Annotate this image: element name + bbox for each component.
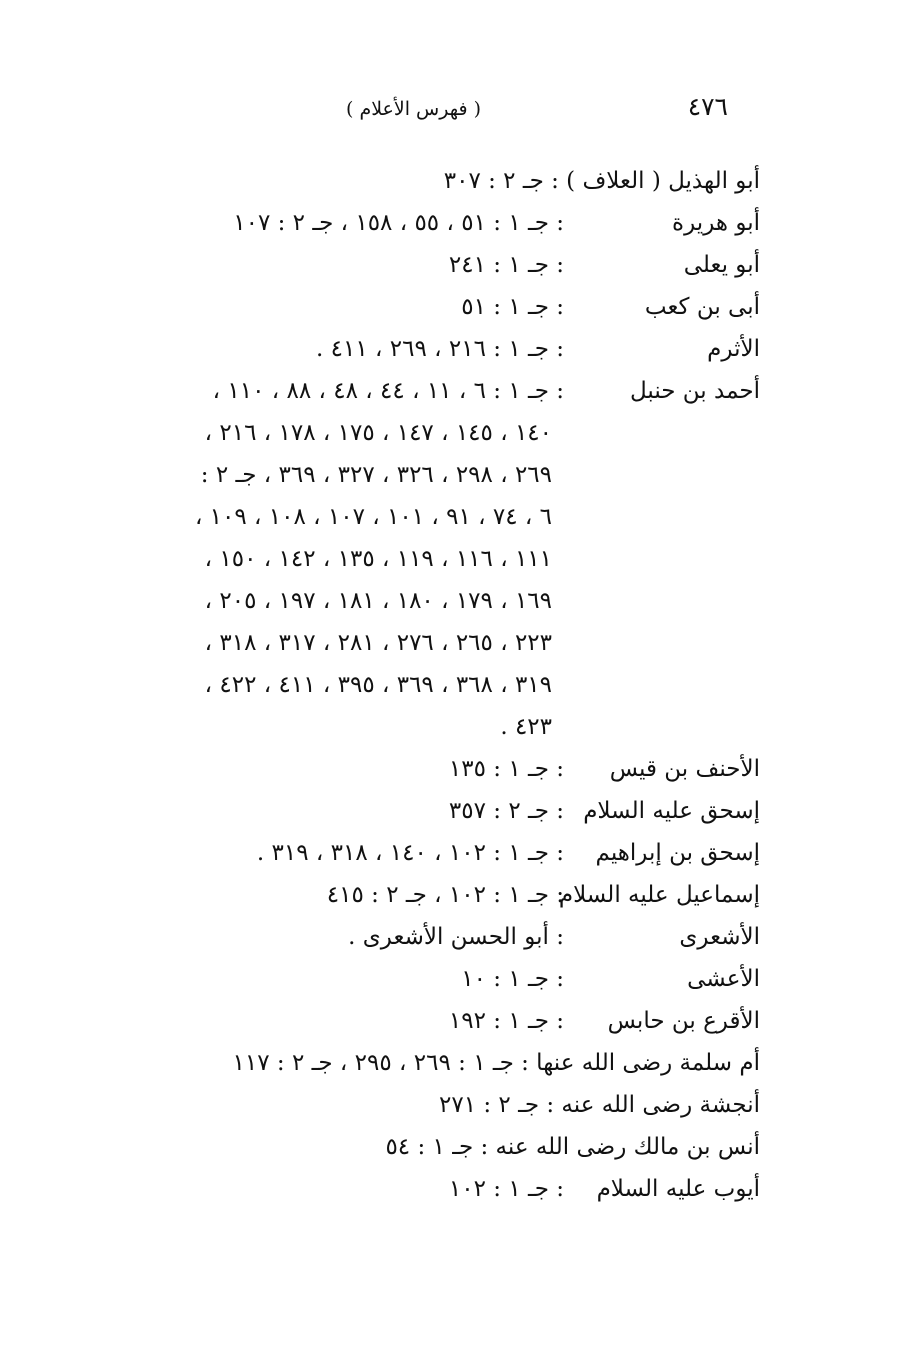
entry-inline: أم سلمة رضى الله عنها : جـ ١ : ٢٦٩ ، ٢٩٥ ، جـ ٢ : ١١٧ bbox=[232, 1050, 760, 1076]
entry-references: : جـ ١ : ٥١ ، ٥٥ ، ١٥٨ ، جـ ٢ : ١٠٧ bbox=[233, 210, 564, 236]
index-entries bbox=[60, 160, 760, 1210]
index-entry bbox=[60, 202, 760, 244]
entry-inline: أنجشة رضى الله عنه : جـ ٢ : ٢٧١ bbox=[438, 1092, 760, 1118]
entry-references: : جـ ١ : ١٠ bbox=[461, 966, 564, 992]
entry-references-continued: ٢٢٣ ، ٢٦٥ ، ٢٧٦ ، ٢٨١ ، ٣١٧ ، ٣١٨ ، bbox=[204, 630, 552, 656]
entry-name: أحمد بن حنبل bbox=[629, 378, 760, 404]
index-entry bbox=[60, 664, 760, 706]
index-entry bbox=[60, 370, 760, 412]
index-entry bbox=[60, 874, 760, 916]
index-entry bbox=[60, 916, 760, 958]
index-entry bbox=[60, 538, 760, 580]
entry-references-continued: ١١١ ، ١١٦ ، ١١٩ ، ١٣٥ ، ١٤٢ ، ١٥٠ ، bbox=[204, 546, 552, 572]
entry-name: الأثرم bbox=[707, 336, 760, 362]
page-number: ٤٧٦ bbox=[687, 92, 728, 121]
entry-references: : جـ ١ : ٢١٦ ، ٢٦٩ ، ٤١١ . bbox=[316, 336, 564, 362]
entry-references-continued: ١٦٩ ، ١٧٩ ، ١٨٠ ، ١٨١ ، ١٩٧ ، ٢٠٥ ، bbox=[204, 588, 552, 614]
entry-references-continued: ٢٦٩ ، ٢٩٨ ، ٣٢٦ ، ٣٢٧ ، ٣٦٩ ، جـ ٢ : bbox=[200, 462, 552, 488]
entry-name: أيوب عليه السلام bbox=[596, 1176, 760, 1202]
entry-references-continued: ٣١٩ ، ٣٦٨ ، ٣٦٩ ، ٣٩٥ ، ٤١١ ، ٤٢٢ ، bbox=[204, 672, 552, 698]
index-entry bbox=[60, 286, 760, 328]
index-entry bbox=[60, 160, 760, 202]
entry-name: إسحق عليه السلام bbox=[583, 798, 760, 824]
entry-name: أبى بن كعب bbox=[644, 294, 760, 320]
index-entry bbox=[60, 790, 760, 832]
entry-references: : أبو الحسن الأشعرى . bbox=[348, 924, 564, 950]
entry-inline: أبو الهذيل ( العلاف ) : جـ ٢ : ٣٠٧ bbox=[443, 168, 760, 194]
index-entry bbox=[60, 706, 760, 748]
entry-references-continued: ١٤٠ ، ١٤٥ ، ١٤٧ ، ١٧٥ ، ١٧٨ ، ٢١٦ ، bbox=[204, 420, 552, 446]
index-entry bbox=[60, 454, 760, 496]
entry-references: : جـ ١ : ٦ ، ١١ ، ٤٤ ، ٤٨ ، ٨٨ ، ١١٠ ، bbox=[212, 378, 564, 404]
index-entry bbox=[60, 1168, 760, 1210]
index-entry bbox=[60, 328, 760, 370]
entry-references: : جـ ٢ : ٣٥٧ bbox=[448, 798, 564, 824]
entry-references: : جـ ١ : ١٠٢ ، جـ ٢ : ٤١٥ bbox=[326, 882, 564, 908]
index-entry bbox=[60, 496, 760, 538]
index-entry bbox=[60, 1126, 760, 1168]
index-entry bbox=[60, 748, 760, 790]
entry-name: إسماعيل عليه السلام bbox=[558, 882, 760, 908]
index-entry bbox=[60, 958, 760, 1000]
entry-name: أبو هريرة bbox=[672, 210, 760, 236]
entry-references: : جـ ١ : ١٠٢ bbox=[448, 1176, 564, 1202]
entry-name: الأحنف بن قيس bbox=[609, 756, 760, 782]
index-entry bbox=[60, 622, 760, 664]
entry-name: إسحق بن إبراهيم bbox=[595, 840, 760, 866]
entry-name: أبو يعلى bbox=[683, 252, 760, 278]
entry-references: : جـ ١ : ٢٤١ bbox=[448, 252, 564, 278]
index-entry bbox=[60, 244, 760, 286]
entry-references: : جـ ١ : ١٩٢ bbox=[448, 1008, 564, 1034]
entry-references: : جـ ١ : ١٠٢ ، ١٤٠ ، ٣١٨ ، ٣١٩ . bbox=[256, 840, 564, 866]
running-title: ( فهرس الأعلام ) bbox=[346, 98, 482, 120]
entry-inline: أنس بن مالك رضى الله عنه : جـ ١ : ٥٤ bbox=[385, 1134, 760, 1160]
page-header bbox=[0, 92, 924, 132]
index-entry bbox=[60, 580, 760, 622]
index-entry bbox=[60, 1084, 760, 1126]
entry-references-continued: ٤٢٣ . bbox=[500, 714, 552, 740]
index-entry bbox=[60, 1042, 760, 1084]
entry-name: الأشعرى bbox=[679, 924, 760, 950]
index-entry bbox=[60, 1000, 760, 1042]
entry-references-continued: ٦ ، ٧٤ ، ٩١ ، ١٠١ ، ١٠٧ ، ١٠٨ ، ١٠٩ ، bbox=[194, 504, 552, 530]
index-entry bbox=[60, 832, 760, 874]
index-entry bbox=[60, 412, 760, 454]
entry-references: : جـ ١ : ٥١ bbox=[461, 294, 564, 320]
entry-name: الأقرع بن حابس bbox=[607, 1008, 760, 1034]
entry-references: : جـ ١ : ١٣٥ bbox=[448, 756, 564, 782]
entry-name: الأعشى bbox=[687, 966, 760, 992]
